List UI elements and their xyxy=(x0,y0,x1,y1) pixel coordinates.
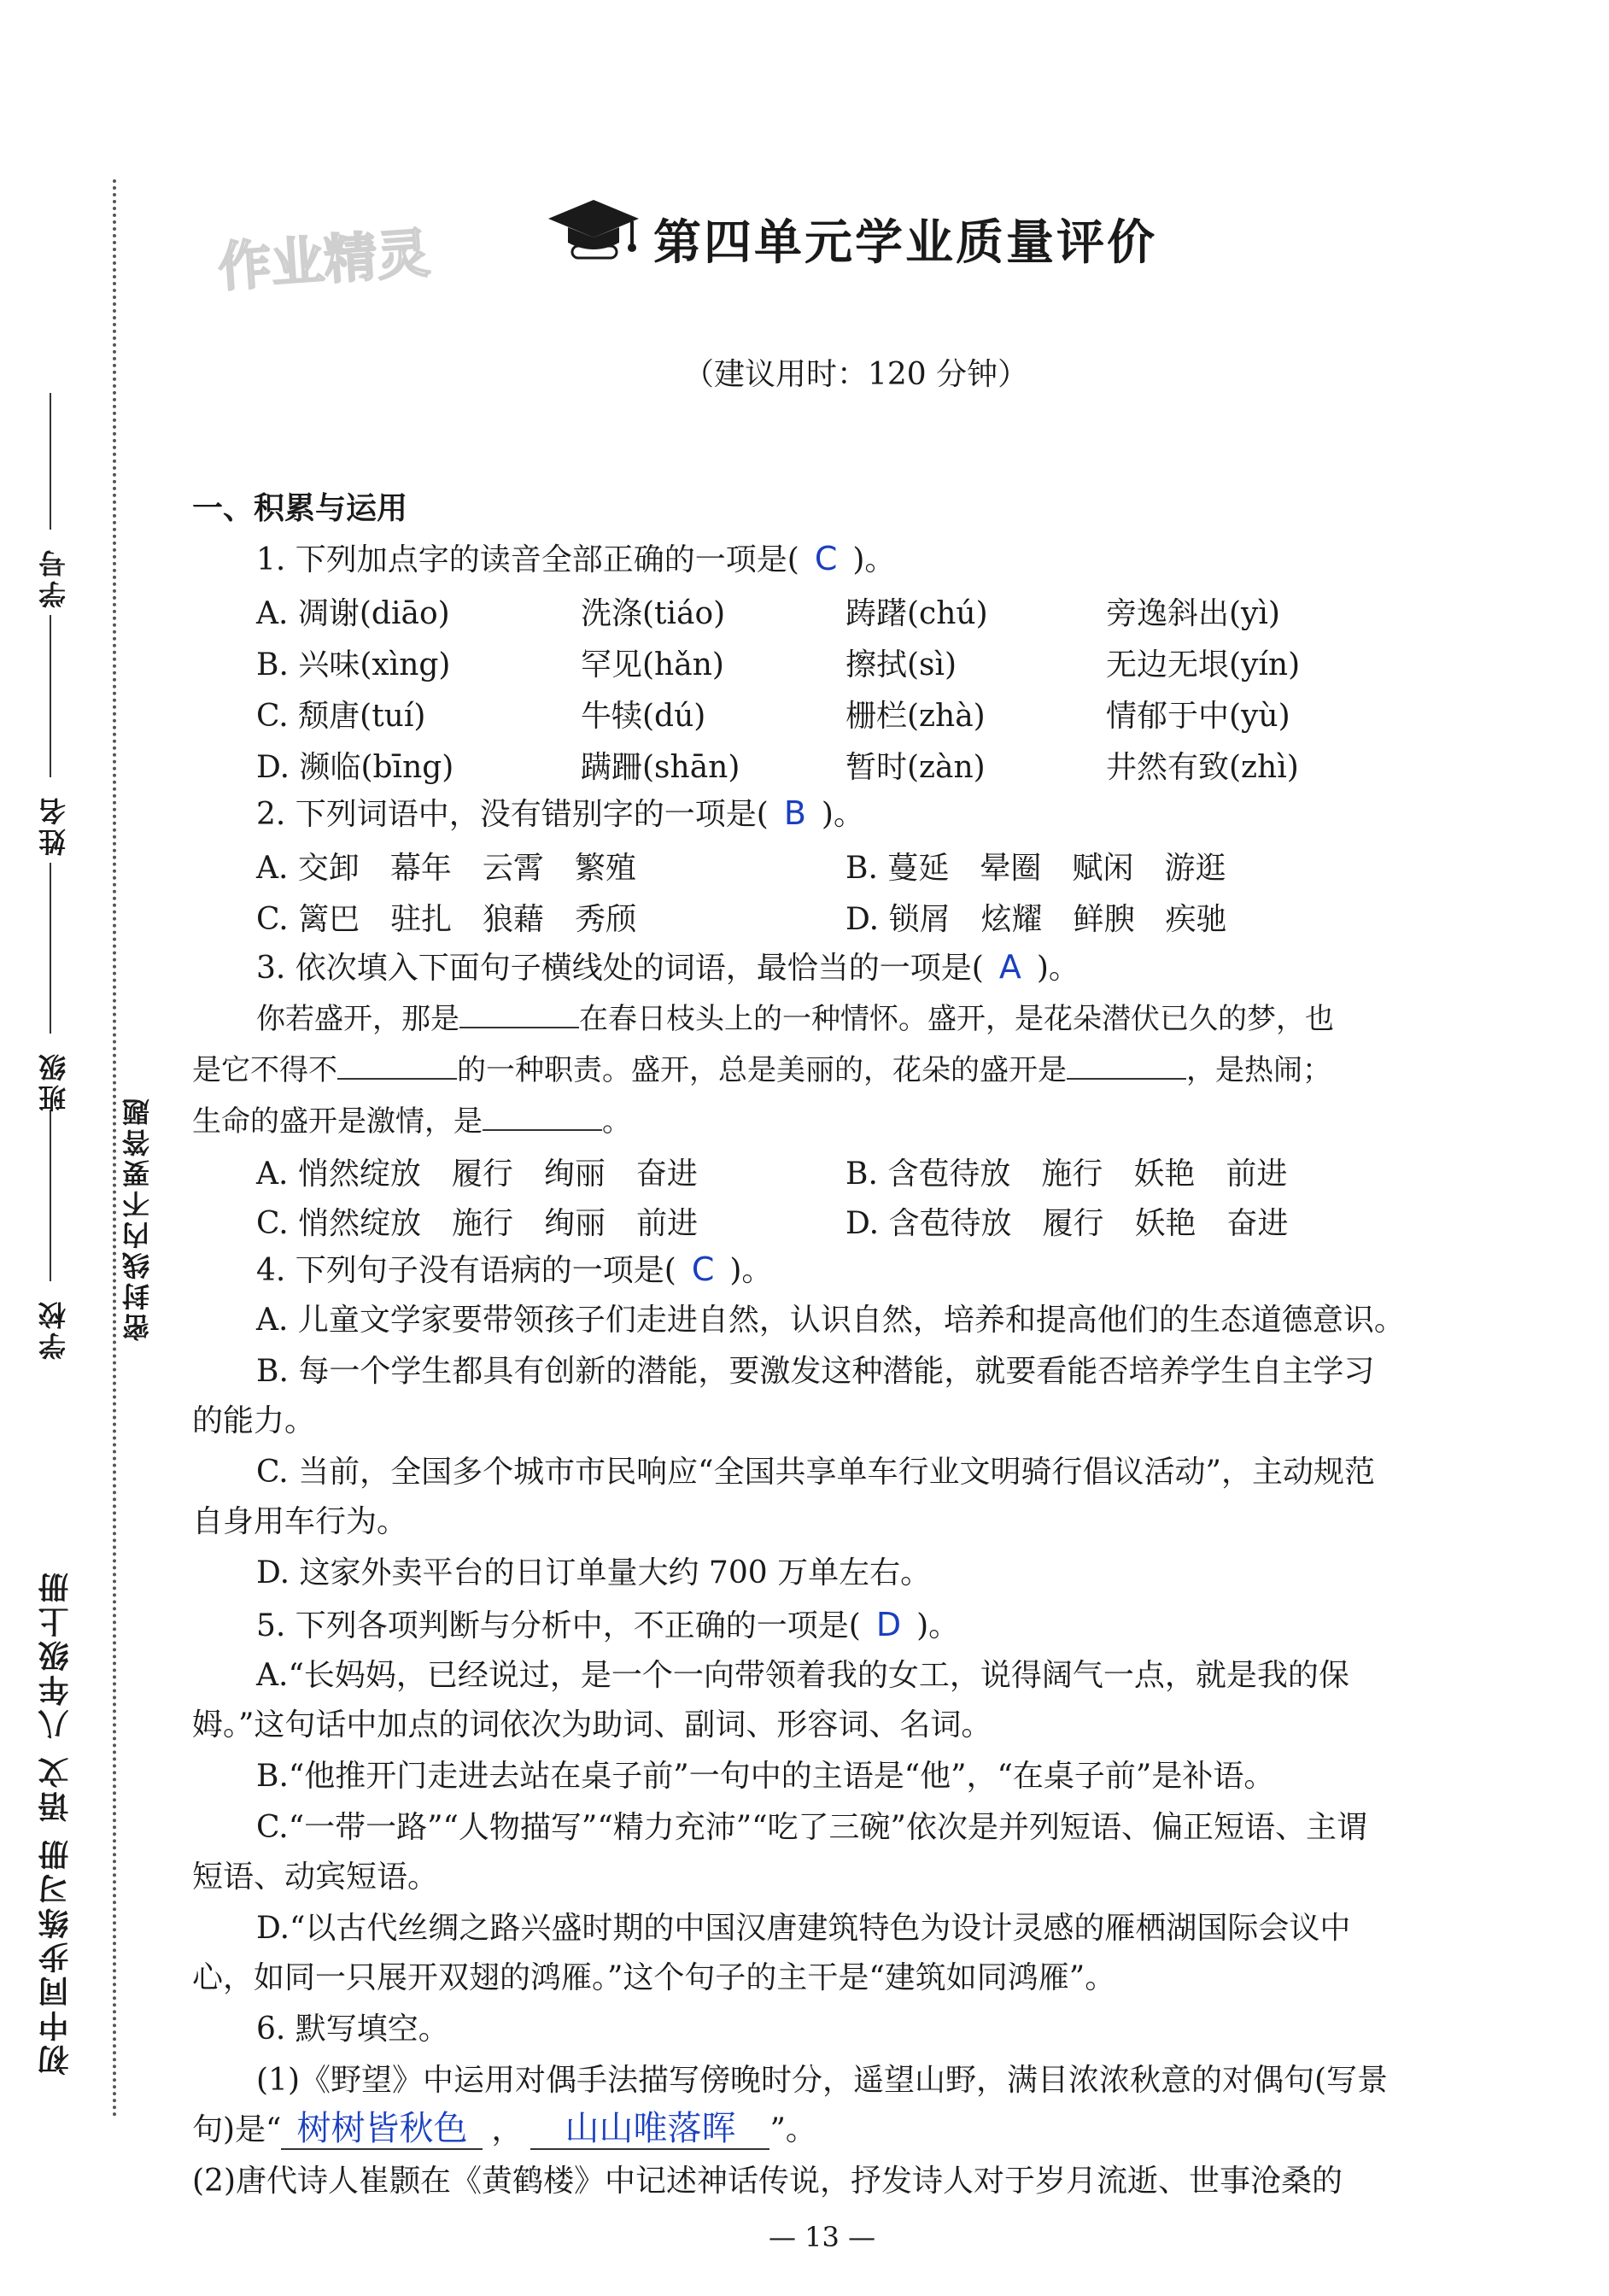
field-class-line xyxy=(50,863,51,1034)
q1-b-1: B. 兴味(xìng) xyxy=(256,647,451,682)
q3-blank-1 xyxy=(459,998,579,1028)
q1-a-3: 踌躇(chú) xyxy=(845,596,988,631)
q5-option-b: B.“他推开门走进去站在桌子前”一句中的主语是“他”，“在桌子前”是补语。 xyxy=(256,1759,1275,1794)
q3-blank-2 xyxy=(337,1049,457,1080)
q1-a-1: A. 凋谢(diāo) xyxy=(256,596,450,631)
q4-answer: C xyxy=(691,1250,715,1288)
q2-stem: 2. 下列词语中，没有错别字的一项是( B )。 xyxy=(256,794,864,832)
q5-stem: 5. 下列各项判断与分析中，不正确的一项是( D )。 xyxy=(256,1606,960,1643)
q4-option-c: C. 当前，全国多个城市市民响应“全国共享单车行业文明骑行倡议活动”，主动规范 xyxy=(256,1455,1375,1490)
field-name: 姓名 xyxy=(38,794,70,856)
q1-a-2: 洗涤(tiáo) xyxy=(581,596,726,631)
time-hint: （建议用时：120 分钟） xyxy=(683,357,1029,392)
q1-answer: C xyxy=(814,540,838,577)
q1-b-4: 无边无垠(yín) xyxy=(1106,647,1301,682)
q3-option-d: D. 含苞待放 履行 妖艳 奋进 xyxy=(845,1206,1289,1241)
field-student-id: 学号 xyxy=(38,547,70,608)
q2-option-a: A. 交卸 幕年 云霄 繁殖 xyxy=(256,851,636,886)
field-name-line xyxy=(50,615,51,777)
q6-fill-1: 树树皆秋色 xyxy=(281,2109,483,2150)
q5-option-c: C.“一带一路”“人物描写”“精力充沛”“吃了三碗”依次是并列短语、偏正短语、主谓 xyxy=(256,1810,1367,1845)
field-student-id-line xyxy=(50,393,51,530)
q1-d-4: 井然有致(zhì) xyxy=(1106,750,1299,785)
watermark: 作业精灵 xyxy=(216,221,432,299)
q3-passage-1: 你若盛开，那是 在春日枝头上的一种情怀。盛开，是花朵潜伏已久的梦，也 xyxy=(256,998,1524,1040)
q6-item-2: (2)唐代诗人崔颢在《黄鹤楼》中记述神话传说，抒发诗人对于岁月流逝、世事沧桑的 xyxy=(192,2164,1343,2199)
q5-option-a-cont: 姆。”这句话中加点的词依次为助词、副词、形容词、名词。 xyxy=(192,1707,992,1742)
q3-option-b: B. 含苞待放 施行 妖艳 前进 xyxy=(845,1157,1288,1192)
q4-option-c-cont: 自身用车行为。 xyxy=(192,1504,408,1539)
q4-option-d: D. 这家外卖平台的日订单量大约 700 万单左右。 xyxy=(256,1555,932,1590)
q1-b-3: 擦拭(sì) xyxy=(845,647,957,682)
page-title: 第四单元学业质量评价 xyxy=(653,215,1157,271)
q4-option-b-cont: 的能力。 xyxy=(192,1403,316,1438)
q3-passage-2: 是它不得不 的一种职责。盛开，总是美丽的，花朵的盛开是 ，是热闹； xyxy=(192,1049,1524,1091)
q1-c-4: 情郁于中(yù) xyxy=(1106,699,1290,734)
q3-blank-4 xyxy=(483,1100,602,1131)
q2-answer: B xyxy=(783,794,806,832)
field-class: 班级 xyxy=(38,1051,70,1112)
q5-answer: D xyxy=(875,1606,902,1643)
q3-option-a: A. 悄然绽放 履行 绚丽 奋进 xyxy=(256,1157,698,1192)
q2-option-b: B. 蔓延 晕圈 赋闲 游逛 xyxy=(845,851,1226,886)
q3-blank-3 xyxy=(1067,1049,1186,1080)
section-heading: 一、积累与运用 xyxy=(192,491,408,526)
q4-option-b: B. 每一个学生都具有创新的潜能，要激发这种潜能，就要看能否培养学生自主学习 xyxy=(256,1354,1375,1389)
q6-item-1-cont: 句)是“ 树树皆秋色 ， 山山唯落晖 ”。 xyxy=(192,2109,816,2148)
q1-d-1: D. 濒临(bīng) xyxy=(256,750,454,785)
q2-option-c: C. 篱巴 驻扎 狼藉 秀颀 xyxy=(256,902,637,937)
q5-option-a: A.“长妈妈，已经说过，是一个一向带领着我的女工，说得阔气一点，就是我的保 xyxy=(256,1658,1349,1693)
field-school: 学校 xyxy=(38,1298,70,1360)
q4-option-a: A. 儿童文学家要带领孩子们走进自然，认识自然，培养和提高他们的生态道德意识。 xyxy=(256,1303,1405,1338)
q3-option-c: C. 悄然绽放 施行 绚丽 前进 xyxy=(256,1206,699,1241)
q1-c-1: C. 颓唐(tuí) xyxy=(256,699,426,734)
q5-option-c-cont: 短语、动宾短语。 xyxy=(192,1860,439,1895)
q1-c-2: 牛犊(dú) xyxy=(581,699,706,734)
q5-option-d-cont: 心，如同一只展开双翅的鸿雁。”这个句子的主干是“建筑如同鸿雁”。 xyxy=(192,1960,1116,1995)
q3-passage-3: 生命的盛开是激情，是 。 xyxy=(192,1100,1524,1142)
q1-a-4: 旁逸斜出(yì) xyxy=(1106,596,1280,631)
graduation-cap-icon xyxy=(547,195,641,263)
q1-b-2: 罕见(hǎn) xyxy=(581,647,724,682)
q6-stem: 6. 默写填空。 xyxy=(256,2012,449,2047)
q1-d-3: 暂时(zàn) xyxy=(845,750,986,785)
q1-d-2: 蹒跚(shān) xyxy=(581,750,740,785)
seal-dotted-line xyxy=(113,179,116,2118)
page-number: — 13 — xyxy=(769,2221,876,2253)
q3-stem: 3. 依次填入下面句子横线处的词语，最恰当的一项是( A )。 xyxy=(256,948,1079,986)
book-title-vertical: 初中同步练习册 语文 八年级上册 xyxy=(38,1568,73,2076)
q1-stem: 1. 下列加点字的读音全部正确的一项是( C )。 xyxy=(256,540,896,577)
q5-option-d: D.“以古代丝绸之路兴盛时期的中国汉唐建筑特色为设计灵感的雁栖湖国际会议中 xyxy=(256,1911,1351,1946)
field-school-line xyxy=(50,1110,51,1281)
seal-warning: 密封线内不要答题 xyxy=(121,1095,154,1341)
q4-stem: 4. 下列句子没有语病的一项是( C )。 xyxy=(256,1250,773,1288)
q1-c-3: 栅栏(zhà) xyxy=(845,699,986,734)
q3-answer: A xyxy=(998,948,1021,986)
q6-fill-2: 山山唯落晖 xyxy=(530,2109,769,2150)
q6-item-1: (1)《野望》中运用对偶手法描写傍晚时分，遥望山野，满目浓浓秋意的对偶句(写景 xyxy=(256,2063,1389,2098)
q2-option-d: D. 锁屑 炫耀 鲜腴 疾驰 xyxy=(845,902,1227,937)
